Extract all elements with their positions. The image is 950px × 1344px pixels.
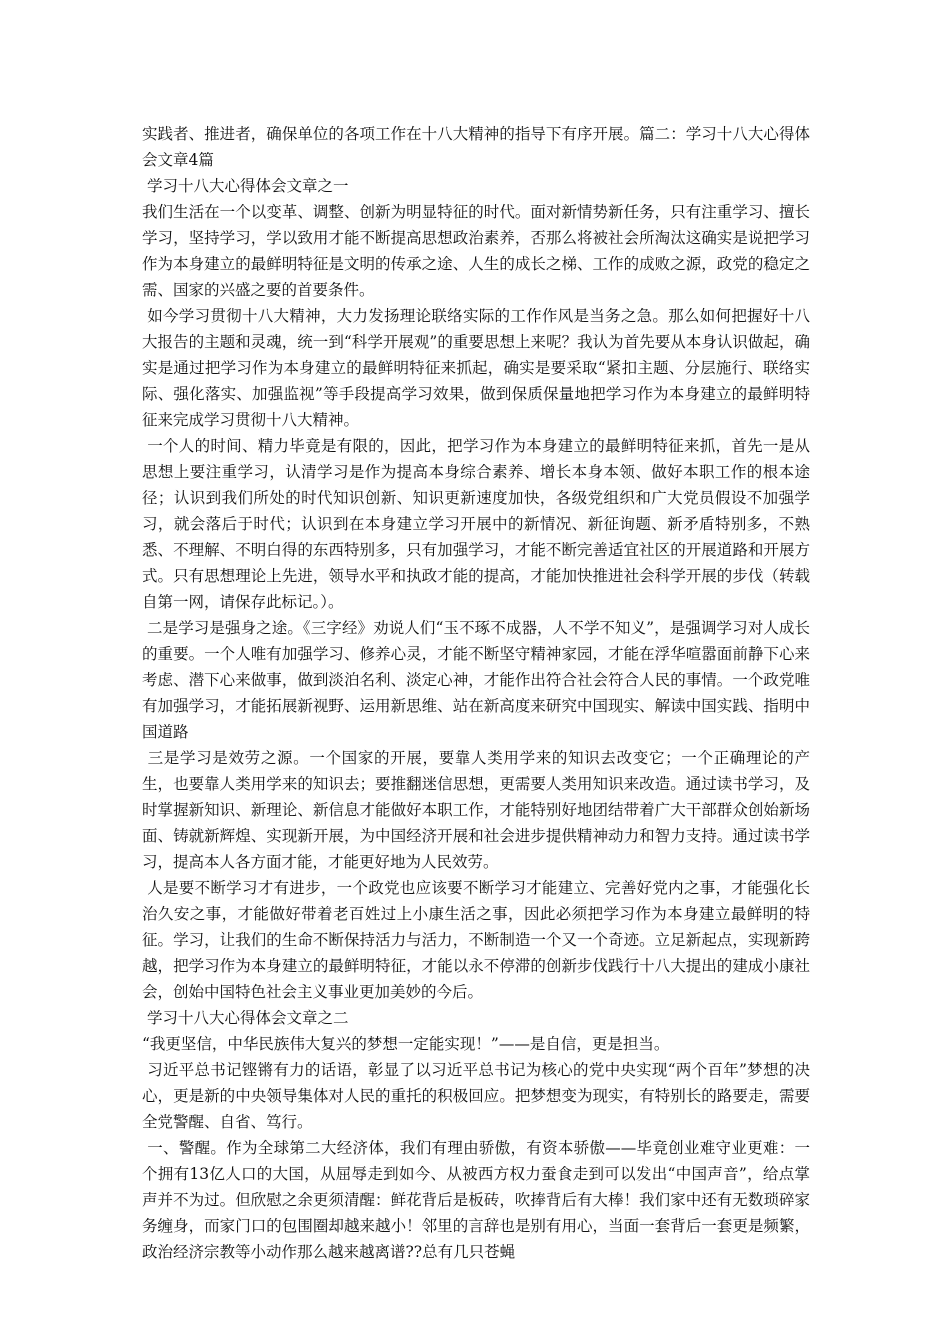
paragraph-5: 二是学习是强身之途。《三字经》劝说人们“玉不琢不成器，人不学不知义”，是强调学习对人成长的重要。一个人唯有加强学习、修养心灵，才能不断坚守精神家园，才能在浮华喧嚣面前静下心来考虑、潜下心来做事，做到淡泊名利、淡定心神，才能作出符合社会符合人民的事情。一个政党唯有加强学习，才能拓展新视野、运用新思维、站在新高度来研究中国现实、解读中国实践、指明中国道路 bbox=[142, 619, 810, 741]
section-heading-1: 学习十八大心得体会文章之一 bbox=[142, 177, 349, 195]
paragraph-10: 一、警醒。作为全球第二大经济体，我们有理由骄傲，有资本骄傲——毕竟创业难守业更难：一个拥有13亿人口的大国，从屈辱走到如今、从被西方权力蚕食走到可以发出“中国声音”，给点掌声并不为过。但欣慰之余更须清醒：鲜花背后是板砖，吹捧背后有大棒！我们家中还有无数琐碎家务缠身，而家门口的包围圈却越来越小！邻里的言辞也是别有用心，当面一套背后一套更是频繁，政治经济宗教等小动作那么越来越离谱??总有几只苍蝇 bbox=[142, 1139, 810, 1261]
paragraph-2: 我们生活在一个以变革、调整、创新为明显特征的时代。面对新情势新任务，只有注重学习、擅长学习，坚持学习，学以致用才能不断提高思想政治素养，否那么将被社会所淘汰这确实是说把学习作为本身建立的最鲜明特征是文明的传承之途、人生的成长之梯、工作的成败之源，政党的稳定之需、国家的兴盛之要的首要条件。 bbox=[142, 203, 810, 299]
paragraph-9: 习近平总书记铿锵有力的话语，彰显了以习近平总书记为核心的党中央实现“两个百年”梦想的决心，更是新的中央领导集体对人民的重托的积极回应。把梦想变为现实，有特别长的路要走，需要全党警醒、自省、笃行。 bbox=[142, 1061, 810, 1131]
document-body bbox=[142, 121, 810, 1265]
paragraph-7: 人是要不断学习才有进步，一个政党也应该要不断学习才能建立、完善好党内之事，才能强化长治久安之事，才能做好带着老百姓过上小康生活之事，因此必须把学习作为本身建立最鲜明的特征。学习，让我们的生命不断保持活力与活力，不断制造一个又一个奇迹。立足新起点，实现新跨越，把学习作为本身建立的最鲜明特征，才能以永不停滞的创新步伐践行十八大提出的建成小康社会，创始中国特色社会主义事业更加美妙的今后。 bbox=[142, 879, 810, 1001]
paragraph-3: 如今学习贯彻十八大精神，大力发扬理论联络实际的工作作风是当务之急。那么如何把握好十八大报告的主题和灵魂，统一到“科学开展观”的重要思想上来呢？我认为首先要从本身认识做起，确实是通过把学习作为本身建立的最鲜明特征来抓起，确实是要采取“紧扣主题、分层施行、联络实际、强化落实、加强监视”等手段提高学习效果，做到保质保量地把学习作为本身建立的最鲜明特征来完成学习贯彻十八大精神。 bbox=[142, 307, 810, 429]
paragraph-4: 一个人的时间、精力毕竟是有限的，因此，把学习作为本身建立的最鲜明特征来抓，首先一是从思想上要注重学习，认清学习是作为提高本身综合素养、增长本身本领、做好本职工作的根本途径；认识到我们所处的时代知识创新、知识更新速度加快，各级党组织和广大党员假设不加强学习，就会落后于时代；认识到在本身建立学习开展中的新情况、新征询题、新矛盾特别多，不熟悉、不理解、不明白得的东西特别多，只有加强学习，才能不断完善适宜社区的开展道路和开展方式。只有思想理论上先进，领导水平和执政才能的提高，才能加快推进社会科学开展的步伐（转载自第一网，请保存此标记。）。 bbox=[142, 437, 810, 611]
paragraph-1: 实践者、推进者，确保单位的各项工作在十八大精神的指导下有序开展。篇二：学习十八大心得体会文章4篇 bbox=[142, 125, 810, 169]
section-heading-2: 学习十八大心得体会文章之二 bbox=[142, 1009, 349, 1027]
paragraph-8: “我更坚信，中华民族伟大复兴的梦想一定能实现！”——是自信，更是担当。 bbox=[142, 1035, 670, 1053]
paragraph-6: 三是学习是效劳之源。一个国家的开展，要靠人类用学来的知识去改变它；一个正确理论的产生，也要靠人类用学来的知识去；要推翻迷信思想，更需要人类用知识来改造。通过读书学习，及时掌握新知识、新理论、新信息才能做好本职工作，才能特别好地团结带着广大干部群众创始新场面、铸就新辉煌、实现新开展，为中国经济开展和社会进步提供精神动力和智力支持。通过读书学习，提高本人各方面才能，才能更好地为人民效劳。 bbox=[142, 749, 810, 871]
